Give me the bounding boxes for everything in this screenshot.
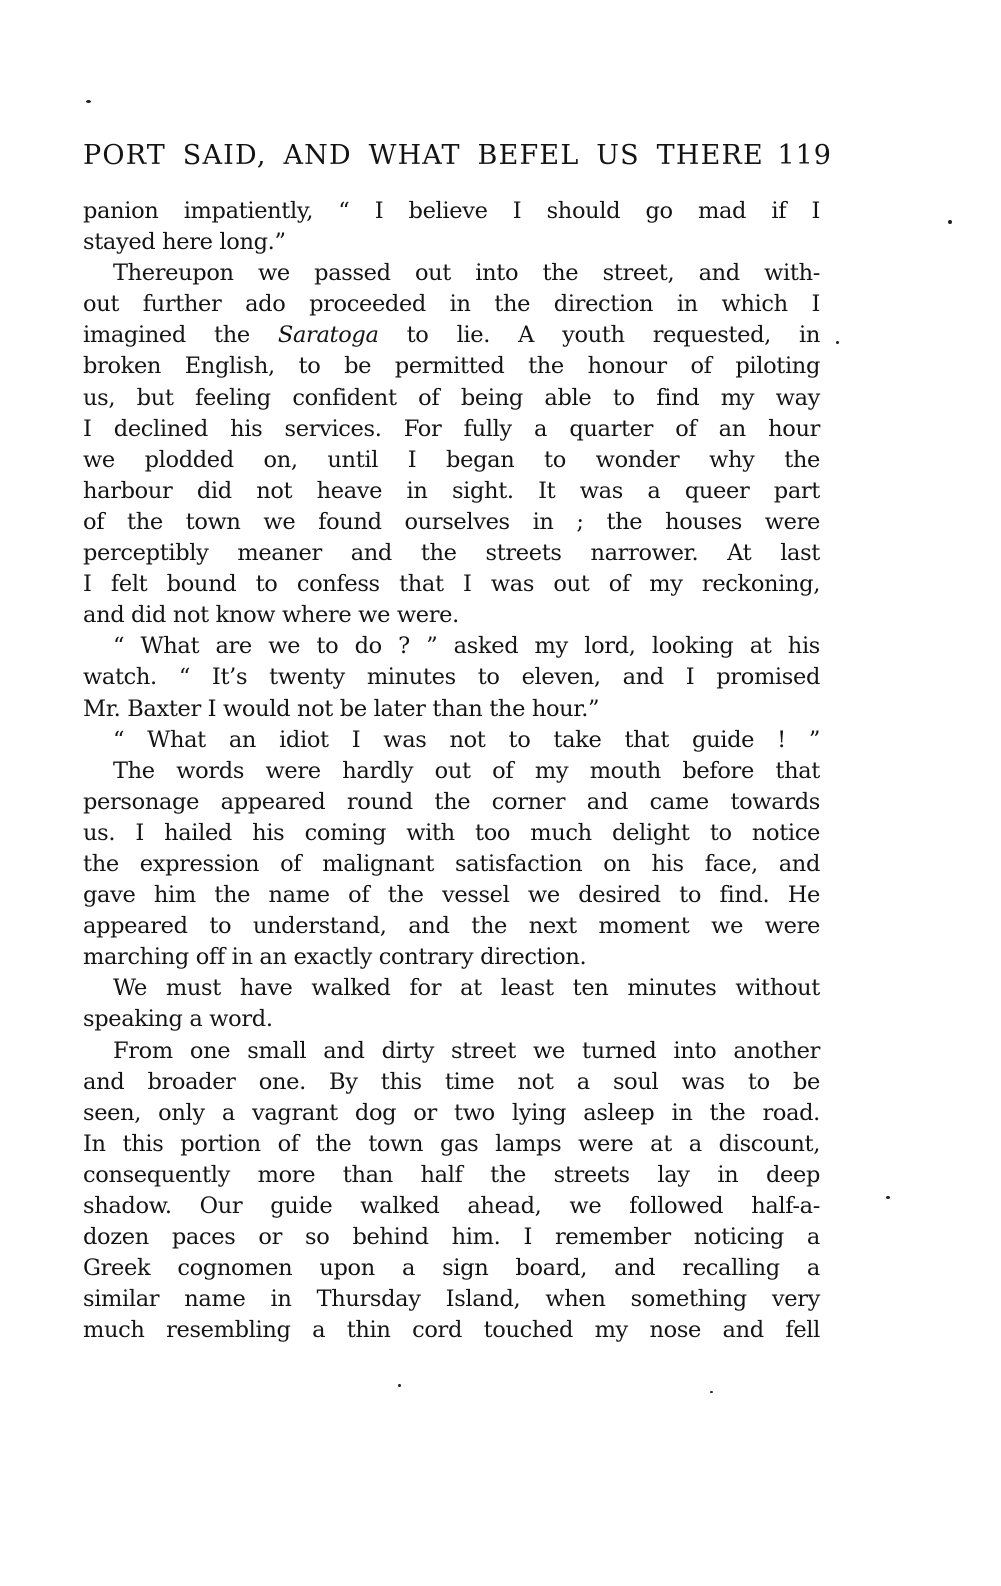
text-line: perceptibly meaner and the streets narrower. At last bbox=[83, 540, 820, 567]
paragraph bbox=[83, 1036, 820, 1347]
page-number: 119 bbox=[777, 140, 832, 171]
text-line: “ What are we to do ? ” asked my lord, looking at his bbox=[113, 633, 820, 660]
text-line: and did not know where we were. bbox=[83, 602, 459, 629]
paragraph bbox=[83, 258, 820, 631]
text-line: watch. “ It’s twenty minutes to eleven, and I promised bbox=[83, 664, 820, 691]
header-title: PORT SAID, AND WHAT BEFEL US THERE bbox=[83, 140, 764, 171]
scan-speck bbox=[86, 100, 91, 103]
scan-speck bbox=[886, 1196, 890, 1199]
text-line: panion impatiently, “ I believe I should go mad if I bbox=[83, 198, 820, 224]
text-line: speaking a word. bbox=[83, 1006, 273, 1033]
text-line: the expression of malignant satisfaction on his face, and bbox=[83, 850, 820, 877]
text-line: broken English, to be permitted the honour of piloting bbox=[83, 353, 820, 380]
text-line: marching off in an exactly contrary direction. bbox=[83, 944, 587, 971]
text-line: seen, only a vagrant dog or two lying asleep in the road. bbox=[83, 1099, 820, 1126]
text-line: harbour did not heave in sight. It was a queer part bbox=[83, 477, 820, 504]
paragraph bbox=[83, 725, 820, 756]
running-header bbox=[83, 138, 832, 174]
text-line: The words were hardly out of my mouth before that bbox=[113, 757, 820, 784]
text-line: dozen paces or so behind him. I remember noticing a bbox=[83, 1224, 820, 1251]
text-line: stayed here long.” bbox=[83, 229, 286, 256]
scan-speck bbox=[398, 1384, 401, 1387]
text-segment: imagined the bbox=[83, 322, 278, 349]
text-line: personage appeared round the corner and came towards bbox=[83, 788, 820, 815]
text-line: “ What an idiot I was not to take that guide ! ” bbox=[113, 726, 820, 753]
paragraph bbox=[83, 631, 820, 724]
text-line: Mr. Baxter I would not be later than the hour.” bbox=[83, 695, 600, 722]
text-line: out further ado proceeded in the direction in which I bbox=[83, 291, 820, 318]
paragraph bbox=[83, 756, 820, 974]
text-line: I felt bound to confess that I was out of my reckoning, bbox=[83, 571, 820, 598]
text-line: We must have walked for at least ten minutes without bbox=[113, 975, 820, 1002]
text-line: similar name in Thursday Island, when something very bbox=[83, 1286, 820, 1313]
text-segment: to lie. A youth requested, in bbox=[378, 322, 821, 349]
text-line: Thereupon we passed out into the street, and with- bbox=[113, 260, 820, 287]
text-line: of the town we found ourselves in ; the houses were bbox=[83, 508, 820, 535]
text-line: From one small and dirty street we turned into another bbox=[113, 1037, 820, 1064]
text-line: shadow. Our guide walked ahead, we followed half-a- bbox=[83, 1193, 820, 1219]
text-line: appeared to understand, and the next moment we were bbox=[83, 913, 820, 940]
scan-speck bbox=[710, 1391, 713, 1393]
text-line: much resembling a thin cord touched my nose and fell bbox=[83, 1317, 820, 1344]
paragraph bbox=[83, 973, 820, 1035]
text-line: I declined his services. For fully a quarter of an hour bbox=[83, 415, 820, 442]
ship-name-italic: Saratoga bbox=[277, 322, 379, 349]
text-line: In this portion of the town gas lamps were at a discount, bbox=[83, 1130, 820, 1157]
text-line: gave him the name of the vessel we desired to find. He bbox=[83, 882, 820, 909]
scan-speck bbox=[948, 220, 952, 224]
text-line: we plodded on, until I began to wonder why the bbox=[83, 446, 820, 473]
scan-speck bbox=[836, 341, 839, 344]
text-block bbox=[83, 196, 820, 1346]
text-line: consequently more than half the streets lay in deep bbox=[83, 1161, 820, 1188]
text-line: us, but feeling confident of being able to find my way bbox=[83, 384, 820, 411]
text-line bbox=[83, 320, 820, 351]
text-line: and broader one. By this time not a soul was to be bbox=[83, 1068, 820, 1095]
paragraph bbox=[83, 196, 820, 258]
text-line: us. I hailed his coming with too much delight to notice bbox=[83, 819, 820, 846]
text-line: Greek cognomen upon a sign board, and recalling a bbox=[83, 1255, 820, 1282]
